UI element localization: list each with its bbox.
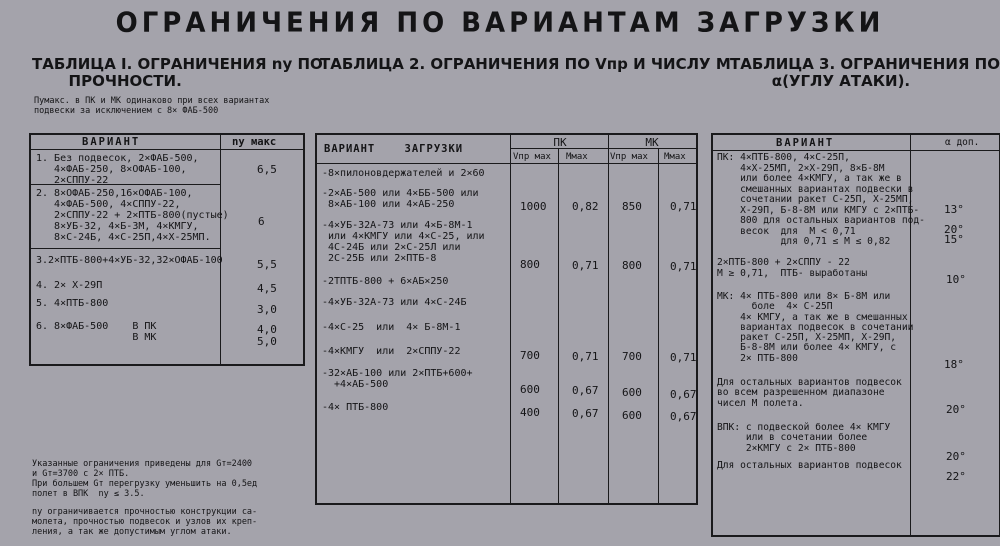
- table2-row: -4×КМГУ или 2×СППУ-22: [322, 346, 461, 357]
- table1-row-value: 4,0 5,0: [257, 323, 277, 348]
- table2-mk-vmax: 600: [622, 409, 642, 422]
- table1-caption: ТАБЛИЦА I. ОГРАНИЧЕНИЯ nу ПО ПРОЧНОСТИ.: [32, 55, 323, 90]
- table1-header-ny: nу макс: [232, 136, 277, 148]
- table2-pk-mmax: 0,71: [572, 259, 599, 272]
- table3-header-alpha: α доп.: [945, 137, 980, 148]
- table2-mk-mmax: 0,67: [670, 388, 697, 401]
- table3-row: Для остальных вариантов подвесок во всем разрешенном диапазоне чисел М полета.: [717, 377, 902, 409]
- table1-note: Пумакс. в ПК и МК одинаково при всех вариантах подвески за исключением с 8× ФАБ-500: [34, 96, 270, 116]
- table1-footnote: Указанные ограничения приведены для Gт=2400 и Gт=3700 с 2× ПТБ. При большем Gт перегрузку уменьшить на 0,5ед полет в ВПК nу ≤ 3.5.: [32, 459, 258, 499]
- table2-row: -4×УБ-32А-73 или 4×С-24Б: [322, 297, 467, 308]
- table1-row-value: 5,5: [257, 258, 277, 271]
- table2-mk-vmax: 600: [622, 386, 642, 399]
- table2-header-vmax: Vпр мах: [610, 152, 648, 162]
- table3-row-value: 22°: [946, 470, 966, 483]
- table3-row-value: 18°: [944, 358, 964, 371]
- table3-caption: ТАБЛИЦА 3. ОГРАНИЧЕНИЯ ПО α(УГЛУ АТАКИ).: [730, 55, 1000, 90]
- table2-pk-vmax: 800: [520, 258, 540, 271]
- page-title: ОГРАНИЧЕНИЯ ПО ВАРИАНТАМ ЗАГРУЗКИ: [115, 7, 885, 39]
- table1-row: 5. 4×ПТБ-800: [36, 298, 109, 309]
- table1-row: 3.2×ПТБ-800+4×УБ-32,32×ОФАБ-100: [36, 255, 223, 266]
- table2-header-vmax: Vпр мах: [513, 152, 551, 162]
- table2-pk-mmax: 0,82: [572, 200, 599, 213]
- table2-row: -32×АБ-100 или 2×ПТБ+600+ +4×АБ-500: [322, 368, 473, 390]
- table3-row: МК: 4× ПТБ-800 или 8× Б-8М или боле 4× С-25П 4× КМГУ, а так же в смешанных вариантах подвесок в сочетании ракет С-25П, Х-25МП, Х-29П, Б-8-8М или более 4× КМГУ, с 2× ПТБ-800: [717, 291, 914, 364]
- table2-row: -4× ПТБ-800: [322, 402, 389, 413]
- table1-row-value: 4,5: [257, 282, 277, 295]
- table2-header-pk: ПК: [553, 136, 567, 149]
- table2-mk-mmax: 0,67: [670, 410, 697, 423]
- table1-row-value: 3,0: [257, 303, 277, 316]
- table2-pk-vmax: 700: [520, 349, 540, 362]
- table3-row: ВПК: с подвеской более 4× КМГУ или в сочетании более 2×КМГУ с 2× ПТБ-800: [717, 422, 891, 454]
- table3-row-value: 10°: [946, 273, 966, 286]
- table1-row: 2. 8×ОФАБ-250,16×ОФАБ-100, 4×ФАБ-500, 4×СППУ-22, 2×СППУ-22 + 2×ПТБ-800(пустые) 8×УБ-32, 4×Б-3М, 4×КМГУ, 8×С-24Б, 4×С-25П,4×Х-25МП.: [36, 188, 229, 243]
- table2-mk-vmax: 800: [622, 259, 642, 272]
- table2-row: -2×АБ-500 или 4×ББ-500 или 8×АБ-100 или 4×АБ-250: [322, 188, 479, 210]
- table2-row: -8×пилоновдержателей и 2×60: [322, 168, 485, 179]
- table1-row-value: 6,5: [257, 163, 277, 176]
- table2-mk-mmax: 0,71: [670, 200, 697, 213]
- table3-header-variant: ВАРИАНТ: [776, 137, 835, 149]
- table2-row: -2ТПТБ-800 + 6×АБ×250: [322, 276, 449, 287]
- table1-header-variant: ВАРИАНТ: [82, 136, 141, 148]
- table3-row: 2×ПТБ-800 + 2×СППУ - 22 М ≥ 0,71, ПТБ- выработаны: [717, 257, 868, 279]
- table3-row: ПК: 4×ПТБ-800, 4×С-25П, 4×Х-25МП, 2×Х-29П, 8×Б-8М или более 4×КМГУ, а так же в смешанных вариантах подвески в сочетании ракет С-25П, Х-25МП, Х-29П, Б-8-8М или КМГУ с 2×ПТБ- 800 для остальных вариантов под- весок для М < 0,71 для 0,71 ≤ М ≤ 0,82: [717, 152, 925, 247]
- table1-row: 1. Без подвесок, 2×ФАБ-500, 4×ФАБ-250, 8×ОФАБ-100, 2×СППУ-22: [36, 153, 199, 186]
- table3-row: Для остальных вариантов подвесок: [717, 460, 902, 471]
- table2-mk-mmax: 0,71: [670, 351, 697, 364]
- table1-row: 4. 2× Х-29П: [36, 280, 103, 291]
- table2-header-mmax: Ммах: [566, 152, 588, 162]
- table3-row-value: 20°: [946, 450, 966, 463]
- table2-pk-vmax: 1000: [520, 200, 547, 213]
- table2-row: -4×УБ-32А-73 или 4×Б-8М-1 или 4×КМГУ или 4×С-25, или 4С-24Б или 2×С-25Л или 2С-25Б или 2×ПТБ-8: [322, 220, 485, 264]
- table1-footnote-2: nу ограничивается прочностью конструкции са- молета, прочностью подвесок и узлов их креп- ления, а так же допустимым углом атаки.: [32, 507, 258, 537]
- table3-row-value: 20°: [946, 403, 966, 416]
- table2-pk-vmax: 600: [520, 383, 540, 396]
- table1-row-value: 6: [258, 215, 265, 228]
- table2-pk-mmax: 0,71: [572, 350, 599, 363]
- table2-mk-mmax: 0,71: [670, 260, 697, 273]
- table2-caption: ТАБЛИЦА 2. ОГРАНИЧЕНИЯ ПО Vпр И ЧИСЛУ М: [320, 55, 731, 73]
- table2-mk-vmax: 700: [622, 350, 642, 363]
- table3-row-value: 13° 20° 15°: [944, 203, 964, 246]
- table2-header-variant: ВАРИАНТ ЗАГРУЗКИ: [324, 143, 464, 155]
- table2-pk-mmax: 0,67: [572, 384, 599, 397]
- table2-header-mmax: Ммах: [664, 152, 686, 162]
- table2-row: -4×С-25 или 4× Б-8М-1: [322, 322, 461, 333]
- table2-pk-mmax: 0,67: [572, 407, 599, 420]
- table2-header-mk: МК: [645, 136, 659, 149]
- table2-mk-vmax: 850: [622, 200, 642, 213]
- table1-row: 6. 8×ФАБ-500 В ПК В МК: [36, 321, 157, 343]
- table2-pk-vmax: 400: [520, 406, 540, 419]
